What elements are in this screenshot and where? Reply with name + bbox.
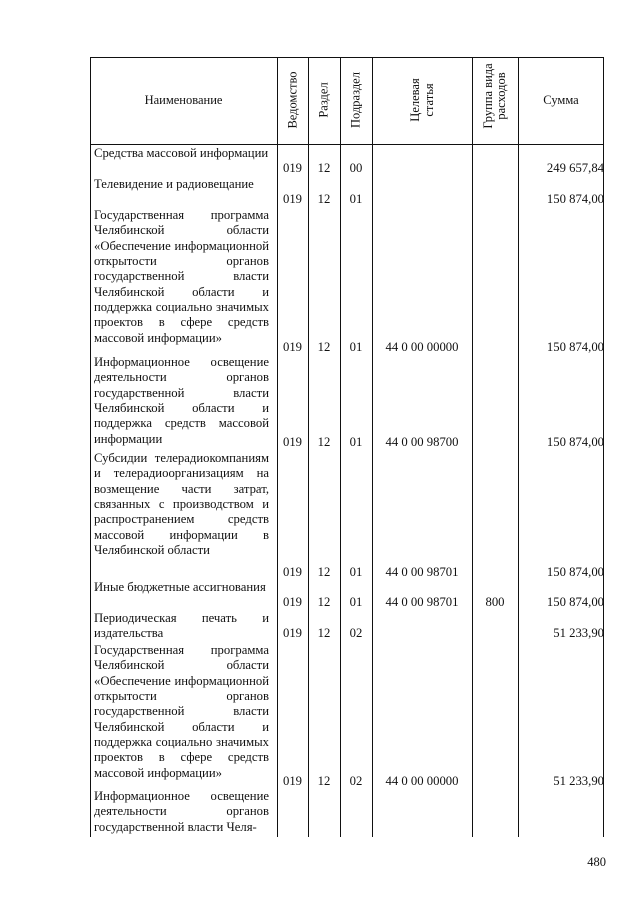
row-vedomstvo: 019 [282,340,303,354]
row-gruppa: 800 [485,595,505,609]
row-vedomstvo: 019 [282,626,303,640]
row-summa: 150 874,00 [546,435,604,449]
row-summa: 150 874,00 [546,192,604,206]
header-celevaya-line2: статья [422,83,436,117]
row-vedomstvo: 019 [282,192,303,206]
table-top-border [90,57,604,58]
row-podrazdel: 02 [349,774,363,788]
header-name: Наименование [144,93,223,107]
row-vedomstvo: 019 [282,565,303,579]
row-razdel: 12 [317,565,331,579]
page-number: 480 [587,855,606,869]
row-vedomstvo: 019 [282,595,303,609]
row-celevaya: 44 0 00 00000 [385,340,459,354]
row-podrazdel: 01 [349,435,363,449]
row-razdel: 12 [317,595,331,609]
row-name: Иные бюджетные ассигнования [94,580,266,594]
row-name: Периодическая печать и издательства [94,611,269,641]
row-vedomstvo: 019 [282,161,303,175]
row-razdel: 12 [317,340,331,354]
header-gruppa-line1: Группа вида [481,63,495,129]
row-summa: 150 874,00 [546,595,604,609]
column-border-left [90,57,91,837]
row-podrazdel: 02 [349,626,363,640]
row-vedomstvo: 019 [282,435,303,449]
row-name: Государственная программа Челябинской области «Обеспечение информационной открытости органов государственной власти Челябинской области и поддержка социально значимых проектов в сфере средств массовой информации» [94,643,269,780]
row-razdel: 12 [317,192,331,206]
row-name: Информационное освещение деятельности органов государственной власти Челя- [94,789,269,834]
row-summa: 150 874,00 [546,340,604,354]
row-podrazdel: 00 [349,161,363,175]
header-gruppa [482,63,508,128]
header-celevaya [408,78,436,121]
row-podrazdel: 01 [349,192,363,206]
header-razdel: Раздел [316,82,331,118]
row-summa: 51 233,90 [553,626,604,640]
header-podrazdel: Подраздел [348,72,363,128]
row-razdel: 12 [317,774,331,788]
row-vedomstvo: 019 [282,774,303,788]
column-border-celevaya [472,57,473,837]
row-summa: 150 874,00 [546,565,604,579]
row-name: Государственная программа Челябинской области «Обеспечение информационной открытости органов государственной власти Челябинской области и поддержка социально значимых проектов в сфере средств массовой информации» [94,208,269,345]
row-summa: 51 233,90 [553,774,604,788]
row-razdel: 12 [317,626,331,640]
row-name: Информационное освещение деятельности органов государственной власти Челябинской области и поддержка средств массовой информации [94,355,269,446]
row-celevaya: 44 0 00 98700 [385,435,459,449]
row-summa: 249 657,84 [546,161,604,175]
row-razdel: 12 [317,435,331,449]
header-gruppa-line2: расходов [494,72,508,120]
row-razdel: 12 [317,161,331,175]
row-name: Субсидии телерадиокомпаниям и телерадиоорганизациям на возмещение части затрат, связанных с производством и распространением средств массовой информации в Челябинской области [94,451,269,558]
row-podrazdel: 01 [349,565,363,579]
row-name: Телевидение и радиовещание [94,177,254,191]
header-summa: Сумма [543,93,579,107]
header-vedomstvo: Ведомство [285,71,300,129]
row-celevaya: 44 0 00 98701 [385,565,459,579]
row-name: Средства массовой информации [94,146,269,160]
header-celevaya-line1: Целевая [408,78,422,122]
row-celevaya: 44 0 00 98701 [385,595,459,609]
row-celevaya: 44 0 00 00000 [385,774,459,788]
row-podrazdel: 01 [349,595,363,609]
row-podrazdel: 01 [349,340,363,354]
header-bottom-border [90,144,604,145]
